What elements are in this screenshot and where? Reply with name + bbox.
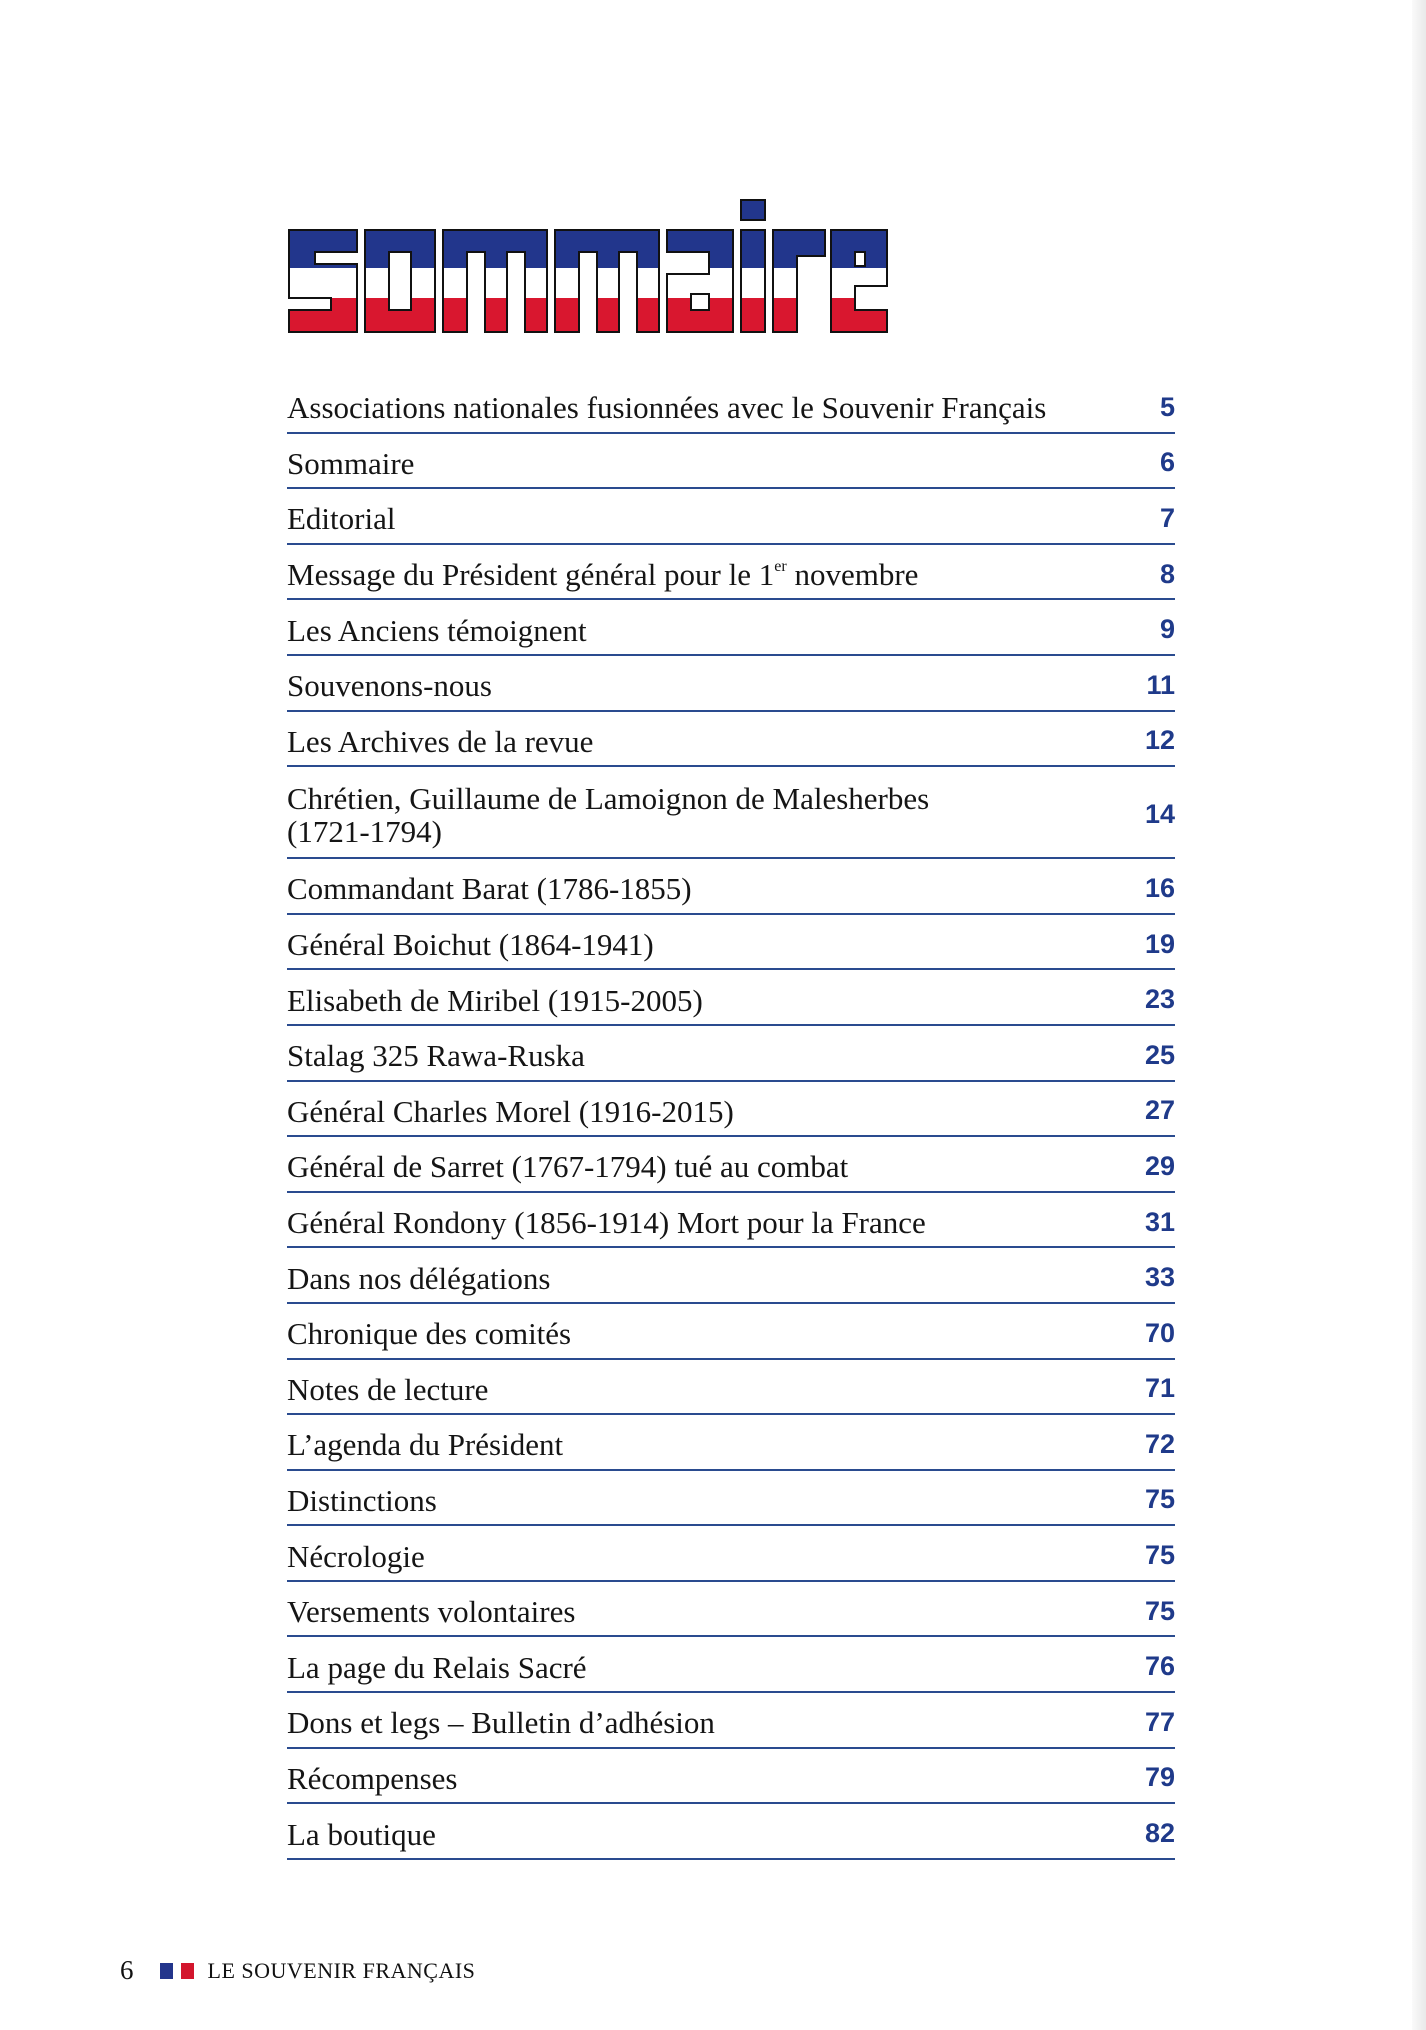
toc-entry-page: 70 <box>1144 1317 1175 1348</box>
toc-entry[interactable] <box>287 602 1175 656</box>
sommaire-logo <box>285 160 890 336</box>
toc-entry-page: 33 <box>1144 1262 1175 1293</box>
publication-name: LE SOUVENIR FRANÇAIS <box>207 1957 476 1983</box>
toc-entry[interactable] <box>287 1250 1175 1304</box>
toc-entry[interactable] <box>287 1584 1175 1638</box>
blue-square-icon <box>160 1963 173 1979</box>
toc-title-line: Chrétien, Guillaume de Lamoignon de Malesherbes <box>287 781 930 817</box>
toc-entry-title: Notes de lecture <box>287 1371 489 1407</box>
toc-entry-title: Les Anciens témoignent <box>287 612 587 648</box>
toc-entry[interactable] <box>287 1806 1175 1860</box>
toc-entry-page: 8 <box>1159 558 1175 589</box>
toc-entry-title: Souvenons-nous <box>287 668 492 704</box>
toc-entry-page: 75 <box>1144 1484 1175 1515</box>
page-edge-shadow <box>1412 0 1426 2030</box>
toc-entry-title: Editorial <box>287 501 396 537</box>
toc-entry[interactable] <box>287 1028 1175 1082</box>
toc-entry-page: 29 <box>1144 1150 1175 1181</box>
toc-entry[interactable] <box>287 917 1175 971</box>
toc-entry-page: 79 <box>1144 1762 1175 1793</box>
toc-entry-title <box>287 778 1127 848</box>
toc-entry-title <box>287 554 1127 591</box>
toc-entry[interactable] <box>287 380 1175 434</box>
toc-entry-title: Récompenses <box>287 1760 458 1796</box>
toc-title-part: Message du Président général pour le 1 <box>287 557 775 593</box>
toc-entry-page: 76 <box>1144 1651 1175 1682</box>
toc-entry[interactable] <box>287 1306 1175 1360</box>
toc-entry-title: Général Boichut (1864-1941) <box>287 927 654 963</box>
red-square-icon <box>181 1963 194 1979</box>
toc-entry[interactable] <box>287 1473 1175 1527</box>
toc-entry[interactable] <box>287 1695 1175 1749</box>
toc-entry[interactable] <box>287 972 1175 1026</box>
toc-entry[interactable] <box>287 658 1175 712</box>
toc-entry-title: Elisabeth de Miribel (1915-2005) <box>287 982 703 1018</box>
toc-entry-title: Général Rondony (1856-1914) Mort pour la France <box>287 1205 926 1241</box>
toc-entry[interactable] <box>287 1417 1175 1471</box>
toc-entry-title: Sommaire <box>287 445 415 481</box>
toc-entry-title: Dons et legs – Bulletin d’adhésion <box>287 1705 715 1741</box>
toc-entry-page: 31 <box>1144 1206 1175 1237</box>
toc-entry-page: 71 <box>1144 1373 1175 1404</box>
toc-entry[interactable] <box>287 436 1175 490</box>
toc-entry-title: Associations nationales fusionnées avec le Souvenir Français <box>287 390 1047 426</box>
toc-entry-page: 72 <box>1144 1428 1175 1459</box>
toc-entry-title: La page du Relais Sacré <box>287 1649 587 1685</box>
page-footer <box>120 1955 475 1986</box>
toc-entry[interactable] <box>287 1139 1175 1193</box>
toc-entry[interactable] <box>287 547 1175 601</box>
toc-entry-title: Les Archives de la revue <box>287 723 594 759</box>
table-of-contents <box>287 380 1175 1862</box>
toc-entry[interactable] <box>287 1084 1175 1138</box>
toc-entry-title: Nécrologie <box>287 1538 425 1574</box>
toc-entry-page: 7 <box>1159 503 1175 534</box>
toc-entry-page: 77 <box>1144 1706 1175 1737</box>
toc-entry[interactable] <box>287 1195 1175 1249</box>
toc-entry-page: 19 <box>1144 928 1175 959</box>
toc-entry-page: 82 <box>1144 1818 1175 1849</box>
toc-entry-page: 75 <box>1144 1540 1175 1571</box>
toc-entry-title: Distinctions <box>287 1482 437 1518</box>
toc-entry[interactable] <box>287 1528 1175 1582</box>
toc-entry-title: Chronique des comités <box>287 1316 572 1352</box>
toc-entry-page: 11 <box>1146 669 1175 700</box>
toc-entry-title: Dans nos délégations <box>287 1260 551 1296</box>
toc-entry[interactable] <box>287 714 1175 768</box>
toc-entry-title: Général Charles Morel (1916-2015) <box>287 1093 734 1129</box>
toc-entry-page: 14 <box>1144 799 1175 830</box>
toc-entry[interactable] <box>287 1751 1175 1805</box>
toc-title-part: novembre <box>786 557 919 593</box>
toc-entry[interactable] <box>287 769 1175 859</box>
toc-title-line: (1721-1794) <box>287 814 442 850</box>
toc-entry[interactable] <box>287 491 1175 545</box>
toc-entry-page: 5 <box>1159 391 1175 422</box>
toc-entry[interactable] <box>287 1639 1175 1693</box>
toc-entry-page: 75 <box>1144 1595 1175 1626</box>
toc-title-superscript: er <box>774 558 787 576</box>
toc-entry-page: 12 <box>1144 725 1175 756</box>
toc-entry-title: La boutique <box>287 1816 436 1852</box>
toc-entry-page: 27 <box>1144 1095 1175 1126</box>
toc-entry-title: Commandant Barat (1786-1855) <box>287 871 692 907</box>
toc-entry-page: 23 <box>1144 984 1175 1015</box>
page-number: 6 <box>120 1955 134 1985</box>
toc-entry-title: Stalag 325 Rawa-Ruska <box>287 1038 585 1074</box>
toc-entry[interactable] <box>287 1362 1175 1416</box>
toc-entry[interactable] <box>287 861 1175 915</box>
toc-entry-page: 6 <box>1159 447 1175 478</box>
toc-entry-title: Général de Sarret (1767-1794) tué au combat <box>287 1149 849 1185</box>
toc-entry-title: L’agenda du Président <box>287 1427 564 1463</box>
toc-entry-page: 25 <box>1144 1039 1175 1070</box>
toc-entry-title: Versements volontaires <box>287 1594 576 1630</box>
toc-entry-page: 9 <box>1159 614 1175 645</box>
toc-entry-page: 16 <box>1144 873 1175 904</box>
